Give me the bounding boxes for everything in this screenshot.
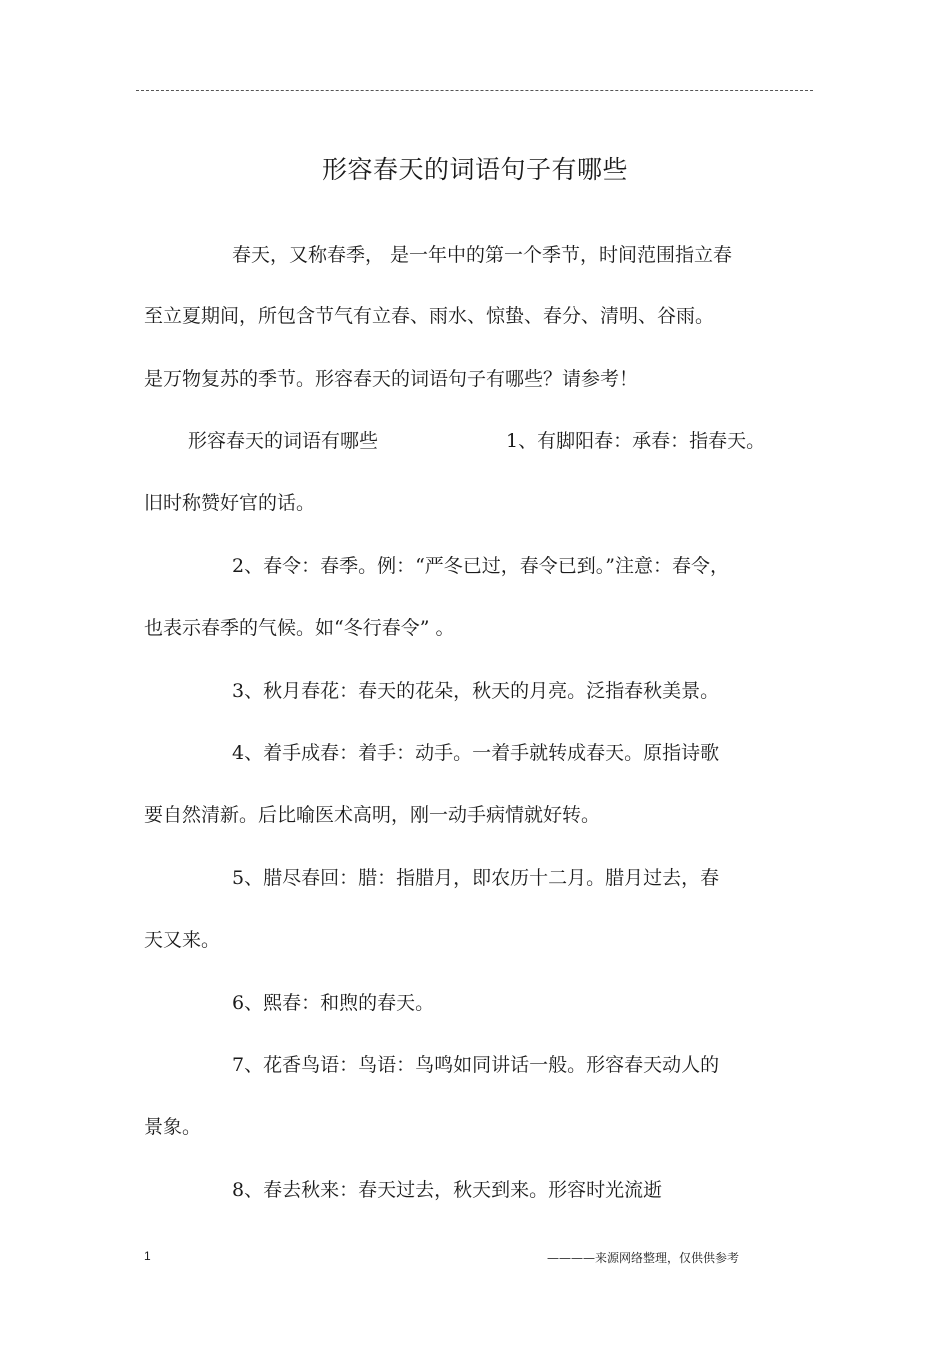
body-line: 是万物复苏的季节。形容春天的词语句子有哪些？请参考！	[144, 368, 639, 390]
source-note: ————来源网络整理，仅供供参考	[547, 1251, 740, 1265]
body-line: 也表示春季的气候。如“冬行春令” 。	[144, 617, 455, 639]
body-line: 4、着手成春：着手：动手。一着手就转成春天。原指诗歌	[232, 742, 720, 764]
body-line: 3、秋月春花：春天的花朵，秋天的月亮。泛指春秋美景。	[232, 680, 720, 702]
body-line: 8、春去秋来：春天过去，秋天到来。形容时光流逝	[232, 1179, 663, 1201]
body-line: 春天，又称春季， 是一年中的第一个季节，时间范围指立春	[232, 244, 733, 266]
body-line: 1、有脚阳春：承春：指春天。	[506, 430, 766, 452]
page-number: 1	[144, 1249, 151, 1263]
body-line: 旧时称赞好官的话。	[144, 492, 316, 514]
body-line: 7、花香鸟语：鸟语：鸟鸣如同讲话一般。形容春天动人的	[232, 1054, 720, 1076]
header-rule	[136, 90, 813, 91]
document-title: 形容春天的词语句子有哪些	[321, 155, 628, 184]
body-line: 要自然清新。后比喻医术高明，刚一动手病情就好转。	[144, 804, 601, 826]
body-line: 景象。	[144, 1116, 202, 1138]
body-line: 天又来。	[144, 929, 221, 951]
section-heading: 形容春天的词语有哪些	[188, 430, 379, 452]
body-line: 6、熙春：和煦的春天。	[232, 992, 435, 1014]
body-line: 5、腊尽春回：腊：指腊月，即农历十二月。腊月过去，春	[232, 867, 720, 889]
body-line: 至立夏期间，所包含节气有立春、雨水、惊蛰、春分、清明、谷雨。	[144, 305, 715, 327]
body-line: 2、春令：春季。例：“严冬已过，春令已到。”注意：春令，	[232, 555, 730, 577]
